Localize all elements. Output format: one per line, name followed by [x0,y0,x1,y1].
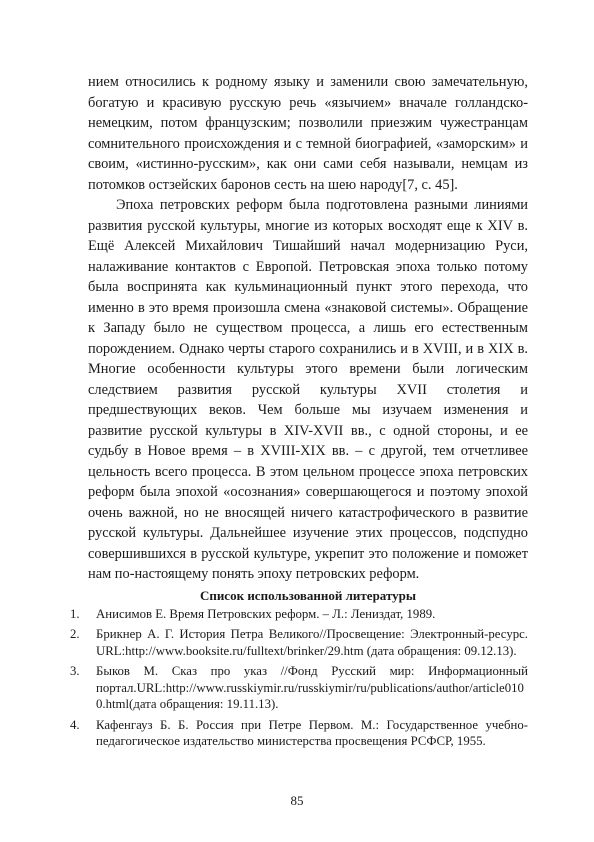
reference-number: 1. [70,606,80,621]
body-paragraph-2: Эпоха петровских реформ была подготовлена разными линиями развития русской культуры, многие из которых восходят еще к XIV в. Ещё Алексей Михайлович Тишайший начал модернизацию Руси, налаживание контактов с Европой. Петровская эпоха только потому была воспринята как кульминационный пункт этого перехода, что именно в это время произошла смена «знаковой системы». Обращение к Западу было не существом процесса, а лишь его естественным порождением. Однако черты старого сохранились и в XVIII, и в XIX в. Многие особенности культуры этого времени были логическим следствием развития русской культуры XVII столетия и предшествующих веков. Чем больше мы изучаем изменения и развитие русской культуры в XIV-XVII вв., с одной стороны, и ее судьбу в Новое время – в XVIII-XIX вв. – с другой, тем отчетливее цельность всего процесса. В этом цельном процессе эпоха петровских реформ была эпохой «осознания» совершающегося и поэтому эпохой очень важной, но не вносящей ничего катастрофического в развитие русской культуры. Дальнейшее изучение этих процессов, подспудно совершившихся в русской культуре, укрепит это положение и поможет нам по-настоящему понять эпоху петровских реформ. [88,197,528,582]
reference-text: Брикнер А. Г. История Петра Великого//Просвещение: Электронный-ресурс. URL:http://www.booksite.ru/fulltext/brinker/29.htm (дата обращения: 09.12.13). [96,627,528,658]
reference-text: Кафенгауз Б. Б. Россия при Петре Первом. М.: Государственное учебно-педагогическое издательство министерства просвещения РСФСР, 1955. [96,717,528,748]
reference-text: Быков М. Сказ про указ //Фонд Русский мир: Информационный портал.URL:http://www.russkiymir.ru/russkiymir/ru/publications/author/article0100.html(дата обращения: 19.11.13). [96,664,528,711]
reference-number: 2. [70,627,80,641]
references-list [70,606,528,750]
reference-number: 4. [70,717,80,732]
reference-number: 3. [70,664,80,678]
page-content [70,72,528,754]
page-number: 85 [290,793,304,808]
reference-item [70,717,528,750]
reference-item [70,663,528,713]
references-title: Список использованной литературы [199,587,417,603]
body-paragraph-1: нием относились к родному языку и заменили свою замечательную, богатую и красивую русскую речь «язычием» вначале голландско-немецким, потом французским; позволили приезжим чужестранцам сомнительного происхождения и с темной биографией, «заморским» и своим, «истинно-русским», как они сами себя называли, немцам из потомков остзейских баронов сесть на шею народу[7, с. 45]. [88,74,528,193]
reference-item [70,606,528,623]
reference-item [70,626,528,659]
reference-text: Анисимов Е. Время Петровских реформ. – Л.: Лениздат, 1989. [96,606,436,621]
